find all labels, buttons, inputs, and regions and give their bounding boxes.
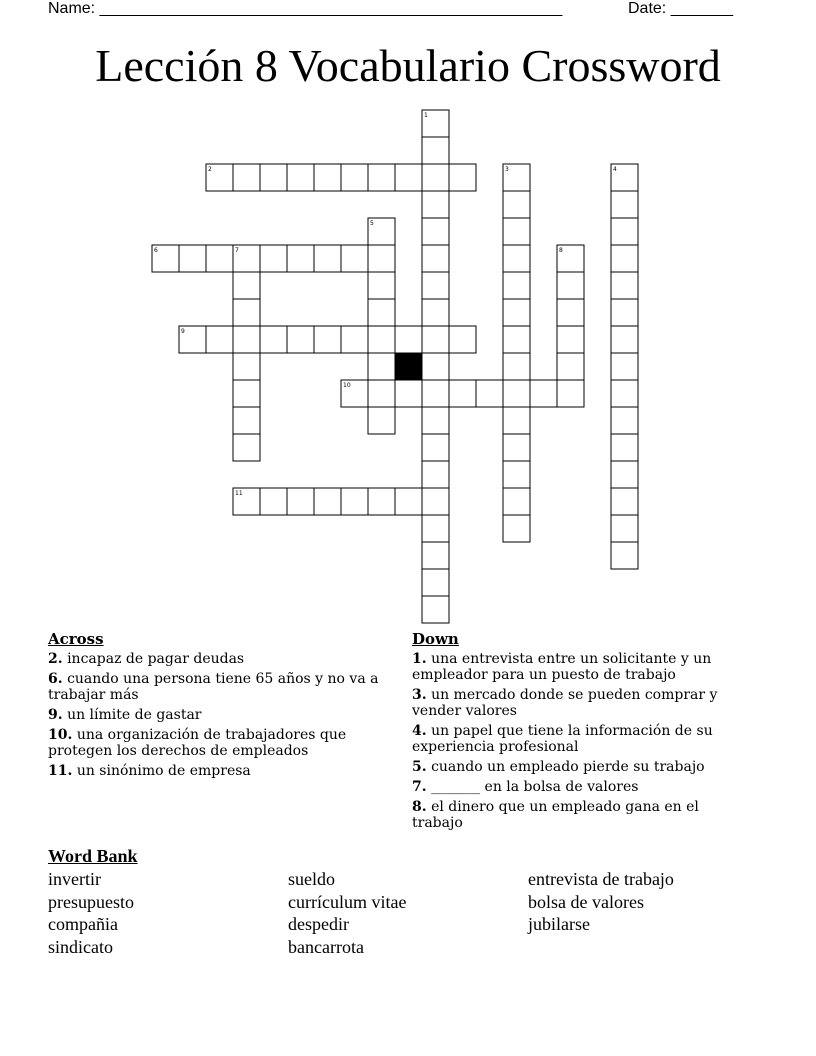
crossword-cell[interactable]: [260, 245, 287, 272]
clue-item: [412, 759, 752, 775]
clue-number: 5.: [412, 759, 427, 775]
name-field[interactable]: Name: ____________________________________________________: [48, 0, 563, 17]
crossword-cell[interactable]: [368, 353, 395, 380]
shaded-cell: [395, 353, 422, 380]
crossword-cell[interactable]: [233, 164, 260, 191]
crossword-cell[interactable]: [503, 434, 530, 461]
crossword-cell[interactable]: [611, 272, 638, 299]
crossword-cell[interactable]: [395, 164, 422, 191]
word-bank-item: compañia: [48, 914, 118, 934]
date-field[interactable]: Date: _______: [628, 0, 733, 17]
clue-text: una organización de trabajadores que protegen los derechos de empleados: [48, 727, 347, 759]
crossword-cell[interactable]: [341, 488, 368, 515]
cell-number: 2: [208, 166, 212, 173]
across-clues: [48, 630, 388, 783]
word-bank-item: invertir: [48, 869, 101, 889]
crossword-cell[interactable]: [206, 245, 233, 272]
crossword-cell[interactable]: [611, 461, 638, 488]
crossword-cell[interactable]: [422, 596, 449, 623]
crossword-cell[interactable]: [395, 326, 422, 353]
crossword-cell[interactable]: [179, 245, 206, 272]
word-bank-item: bancarrota: [288, 936, 364, 957]
cell-number: 6: [154, 247, 158, 254]
clue-number: 3.: [412, 687, 427, 703]
crossword-cell[interactable]: [422, 299, 449, 326]
word-bank-heading: Word Bank: [48, 846, 138, 866]
crossword-cell[interactable]: [314, 488, 341, 515]
crossword-cell[interactable]: [314, 164, 341, 191]
crossword-cell[interactable]: [611, 299, 638, 326]
crossword-cell[interactable]: [611, 407, 638, 434]
crossword-cell[interactable]: [422, 137, 449, 164]
across-heading: Across: [48, 630, 104, 648]
crossword-cell[interactable]: [611, 191, 638, 218]
crossword-cell[interactable]: [503, 326, 530, 353]
clue-text: _______ en la bolsa de valores: [431, 779, 639, 795]
crossword-cell[interactable]: [611, 380, 638, 407]
word-bank-column: [48, 868, 134, 958]
crossword-cell[interactable]: [611, 218, 638, 245]
clue-item: [48, 671, 388, 703]
clue-text: incapaz de pagar deudas: [67, 651, 245, 667]
crossword-cell[interactable]: [422, 380, 449, 407]
crossword-cell[interactable]: [503, 245, 530, 272]
crossword-cell[interactable]: [341, 245, 368, 272]
clue-item: [412, 651, 752, 683]
crossword-cell[interactable]: [503, 218, 530, 245]
crossword-cell[interactable]: [611, 245, 638, 272]
crossword-cell[interactable]: [422, 191, 449, 218]
crossword-cell[interactable]: [422, 272, 449, 299]
crossword-cell[interactable]: [611, 434, 638, 461]
crossword-cell[interactable]: [422, 461, 449, 488]
crossword-cell[interactable]: [368, 407, 395, 434]
down-heading: Down: [412, 630, 459, 648]
crossword-cell[interactable]: [368, 326, 395, 353]
word-bank-item: jubilarse: [528, 914, 590, 934]
clue-text: una entrevista entre un solicitante y un empleador para un puesto de trabajo: [412, 651, 712, 683]
crossword-cell[interactable]: [422, 326, 449, 353]
clue-item: [48, 651, 388, 667]
clue-number: 9.: [48, 707, 63, 723]
crossword-cell[interactable]: [503, 488, 530, 515]
crossword-cell[interactable]: [314, 245, 341, 272]
clue-number: 11.: [48, 763, 73, 779]
crossword-cell[interactable]: [368, 488, 395, 515]
crossword-cell[interactable]: [422, 407, 449, 434]
crossword-cell[interactable]: [368, 299, 395, 326]
crossword-cell[interactable]: [503, 272, 530, 299]
clue-item: [48, 707, 388, 723]
crossword-cell[interactable]: [287, 488, 314, 515]
crossword-cell[interactable]: [422, 515, 449, 542]
word-bank-item: despedir: [288, 914, 349, 934]
crossword-cell[interactable]: [422, 245, 449, 272]
clue-item: [412, 799, 752, 831]
word-bank-item: bolsa de valores: [528, 891, 644, 912]
crossword-cell[interactable]: [611, 515, 638, 542]
crossword-cell[interactable]: [503, 299, 530, 326]
clue-number: 7.: [412, 779, 427, 795]
clue-text: un mercado donde se pueden comprar y vender valores: [412, 687, 718, 719]
crossword-cell[interactable]: [611, 353, 638, 380]
word-bank-item: currículum vitae: [288, 891, 407, 912]
crossword-cell[interactable]: [503, 191, 530, 218]
crossword-cell[interactable]: [557, 380, 584, 407]
crossword-cell[interactable]: [233, 380, 260, 407]
crossword-cell[interactable]: [503, 353, 530, 380]
crossword-cell[interactable]: [206, 326, 233, 353]
cell-number: 11: [235, 490, 243, 497]
crossword-cell[interactable]: [530, 380, 557, 407]
crossword-cell[interactable]: [476, 380, 503, 407]
crossword-cell[interactable]: [503, 407, 530, 434]
clue-text: el dinero que un empleado gana en el trabajo: [412, 799, 699, 831]
crossword-cell[interactable]: [611, 488, 638, 515]
crossword-cell[interactable]: [611, 326, 638, 353]
cell-number: 8: [559, 247, 563, 254]
crossword-cell[interactable]: [233, 326, 260, 353]
crossword-cell[interactable]: [368, 272, 395, 299]
clue-text: un sinónimo de empresa: [76, 763, 251, 779]
crossword-cell[interactable]: [260, 164, 287, 191]
word-bank-item: presupuesto: [48, 891, 134, 912]
crossword-cell[interactable]: [422, 542, 449, 569]
cell-number: 5: [370, 220, 374, 227]
clue-number: 10.: [48, 727, 73, 743]
crossword-cell[interactable]: [557, 326, 584, 353]
crossword-cell[interactable]: [503, 515, 530, 542]
clue-item: [48, 727, 388, 759]
clue-text: cuando un empleado pierde su trabajo: [431, 759, 705, 775]
crossword-cell[interactable]: [314, 326, 341, 353]
page-title: Lección 8 Vocabulario Crossword: [95, 40, 721, 91]
crossword-cell[interactable]: [233, 299, 260, 326]
word-bank-column: [528, 868, 674, 936]
crossword-cell[interactable]: [557, 353, 584, 380]
clue-text: un límite de gastar: [67, 707, 202, 723]
word-bank-item: entrevista de trabajo: [528, 869, 674, 889]
crossword-cell[interactable]: [422, 353, 449, 380]
crossword-cell[interactable]: [449, 380, 476, 407]
word-bank: [48, 846, 768, 957]
clue-text: un papel que tiene la información de su experiencia profesional: [412, 723, 713, 755]
crossword-cell[interactable]: [503, 380, 530, 407]
crossword-cell[interactable]: [557, 272, 584, 299]
clue-number: 6.: [48, 671, 63, 687]
clue-text: cuando una persona tiene 65 años y no va a trabajar más: [48, 671, 379, 703]
crossword-cell[interactable]: [260, 488, 287, 515]
crossword-cell[interactable]: [368, 245, 395, 272]
clue-number: 4.: [412, 723, 427, 739]
crossword-cell[interactable]: [422, 164, 449, 191]
crossword-cell[interactable]: [233, 272, 260, 299]
cell-number: 1: [424, 112, 428, 119]
crossword-cell[interactable]: [341, 326, 368, 353]
clue-item: [412, 779, 752, 795]
crossword-cell[interactable]: [557, 299, 584, 326]
crossword-cell[interactable]: [503, 461, 530, 488]
crossword-cell[interactable]: [422, 434, 449, 461]
crossword-cell[interactable]: [368, 164, 395, 191]
crossword-cell[interactable]: [395, 488, 422, 515]
crossword-cell[interactable]: [422, 569, 449, 596]
crossword-cell[interactable]: [422, 488, 449, 515]
crossword-cell[interactable]: [395, 380, 422, 407]
clue-item: [412, 723, 752, 755]
cell-number: 3: [505, 166, 509, 173]
crossword-cell[interactable]: [233, 434, 260, 461]
word-bank-column: [288, 868, 406, 958]
crossword-cell[interactable]: [611, 542, 638, 569]
crossword-cell[interactable]: [287, 245, 314, 272]
clue-item: [48, 763, 388, 779]
clue-number: 8.: [412, 799, 427, 815]
word-bank-item: sueldo: [288, 869, 335, 889]
crossword-cell[interactable]: [422, 218, 449, 245]
crossword-cell[interactable]: [287, 164, 314, 191]
crossword-cell[interactable]: [233, 353, 260, 380]
crossword-cell[interactable]: [368, 380, 395, 407]
crossword-cell[interactable]: [233, 407, 260, 434]
crossword-cell[interactable]: [287, 326, 314, 353]
down-clues: [412, 630, 752, 835]
clue-item: [412, 687, 752, 719]
cell-number: 7: [235, 247, 239, 254]
crossword-cell[interactable]: [449, 326, 476, 353]
crossword-cell[interactable]: [449, 164, 476, 191]
crossword-cell[interactable]: [341, 164, 368, 191]
cell-number: 10: [343, 382, 351, 389]
crossword-cell[interactable]: [260, 326, 287, 353]
cell-number: 9: [181, 328, 185, 335]
cell-number: 4: [613, 166, 617, 173]
clue-number: 2.: [48, 651, 63, 667]
word-bank-item: sindicato: [48, 936, 113, 957]
clue-number: 1.: [412, 651, 427, 667]
